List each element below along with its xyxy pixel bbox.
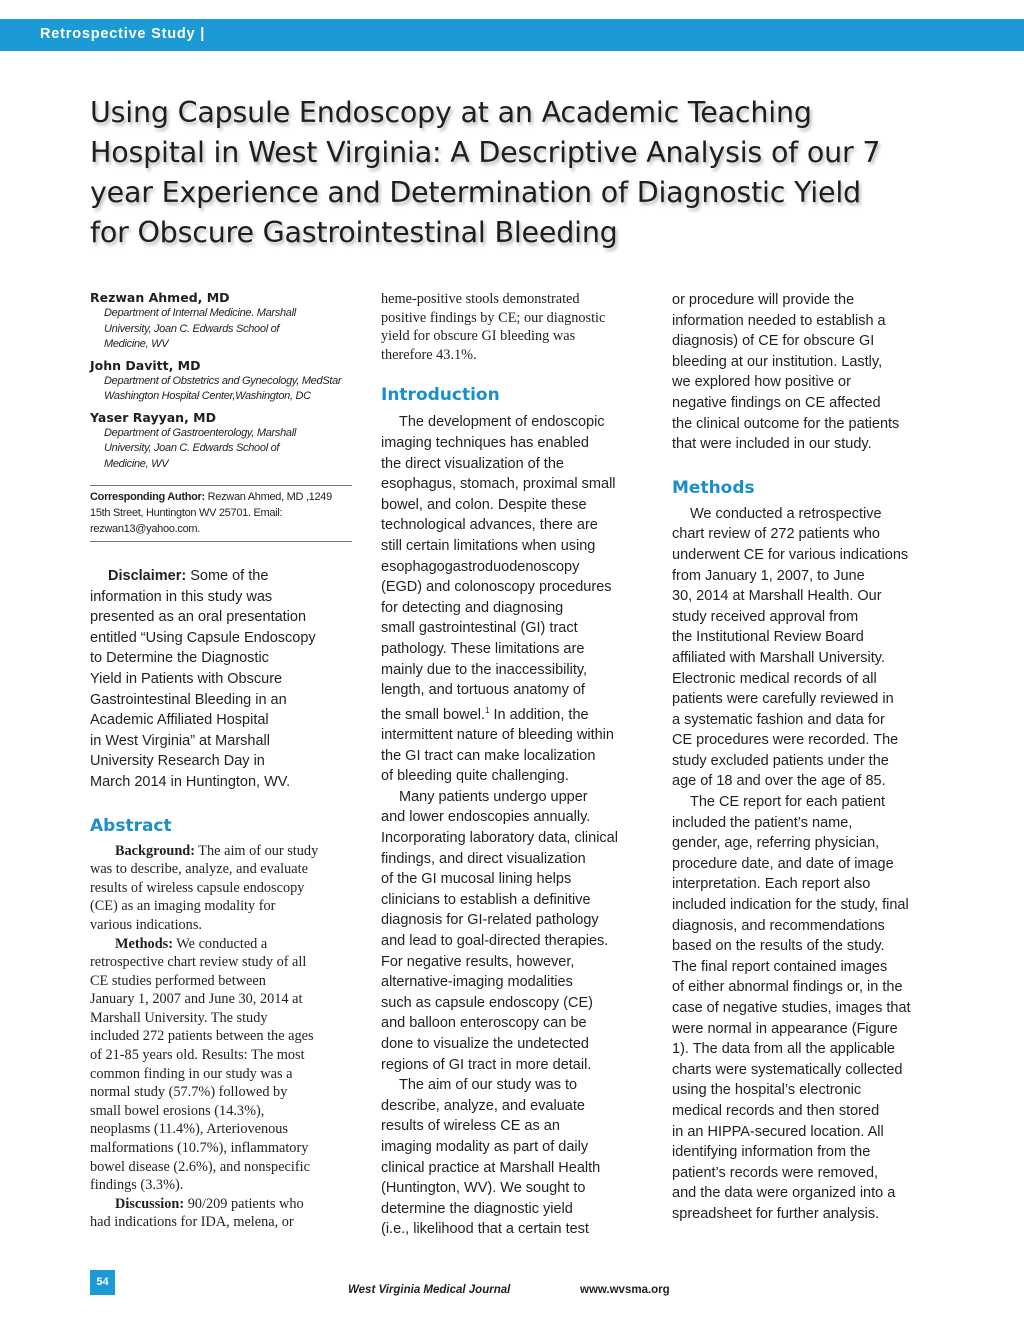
body-line: imaging techniques has enabled bbox=[381, 434, 589, 451]
footer-url[interactable]: www.wvsma.org bbox=[580, 1284, 670, 1296]
column-left bbox=[90, 290, 352, 1232]
abstract-line: results of wireless capsule endoscopy bbox=[90, 879, 305, 896]
body-line: length, and tortuous anatomy of bbox=[381, 682, 585, 699]
body-line: The development of endoscopic bbox=[399, 414, 605, 431]
body-line: Many patients undergo upper bbox=[399, 788, 588, 805]
body-line: The aim of our study was to bbox=[399, 1077, 578, 1094]
body-line: determine the diagnostic yield bbox=[381, 1200, 573, 1217]
body-line: regions of GI tract in more detail. bbox=[381, 1056, 592, 1073]
body-line: the GI tract can make localization bbox=[381, 747, 596, 764]
abstract-line: (CE) as an imaging modality for bbox=[90, 898, 276, 915]
body-line: (EGD) and colonoscopy procedures bbox=[381, 579, 612, 596]
author-name: Rezwan Ahmed, MD bbox=[90, 290, 230, 305]
body-line: using the hospital’s electronic bbox=[672, 1082, 862, 1099]
author-name: John Davitt, MD bbox=[90, 357, 201, 373]
body-line: imaging modality as part of daily bbox=[381, 1138, 589, 1155]
body-line: describe, analyze, and evaluate bbox=[381, 1097, 585, 1114]
abstract-line: positive findings by CE; our diagnostic bbox=[381, 309, 606, 326]
author-block bbox=[90, 410, 352, 473]
corresponding-line: Rezwan Ahmed, MD ,1249 bbox=[204, 491, 332, 503]
author-block bbox=[90, 290, 352, 353]
abstract-line: had indications for IDA, melena, or bbox=[90, 1214, 294, 1231]
body-line: that were included in our study. bbox=[672, 436, 872, 453]
abstract-body bbox=[90, 842, 352, 1232]
discussion-label: Discussion: bbox=[115, 1195, 185, 1212]
abstract-line: January 1, 2007 and June 30, 2014 at bbox=[90, 991, 303, 1008]
background-label: Background: bbox=[115, 842, 195, 859]
body-line: and lead to goal-directed therapies. bbox=[381, 933, 609, 950]
abstract-line: included 272 patients between the ages bbox=[90, 1028, 314, 1045]
body-line: of either abnormal findings or, in the bbox=[672, 979, 903, 996]
body-text: the small bowel. bbox=[381, 706, 485, 723]
page-number: 54 bbox=[90, 1270, 115, 1295]
body-line: from January 1, 2007, to June bbox=[672, 567, 865, 584]
body-line: diagnosis) of CE for obscure GI bbox=[672, 333, 875, 350]
abstract-discussion-continued bbox=[381, 290, 643, 364]
section-label: Retrospective Study | bbox=[40, 26, 206, 42]
abstract-heading: Abstract bbox=[90, 815, 172, 836]
body-line: such as capsule endoscopy (CE) bbox=[381, 994, 593, 1011]
abstract-line: normal study (57.7%) followed by bbox=[90, 1084, 288, 1101]
body-line: underwent CE for various indications bbox=[672, 546, 909, 563]
column-right bbox=[672, 290, 937, 1225]
body-line: small gastrointestinal (GI) tract bbox=[381, 620, 578, 637]
body-line: identifying information from the bbox=[672, 1144, 871, 1161]
body-line: included the patient’s name, bbox=[672, 814, 853, 831]
title-line: Hospital in West Virginia: A Descriptive Analysis of our 7 bbox=[90, 136, 881, 169]
abstract-line: bowel disease (2.6%), and nonspecific bbox=[90, 1158, 310, 1175]
body-line: for detecting and diagnosing bbox=[381, 599, 564, 616]
abstract-line: common finding in our study was a bbox=[90, 1065, 293, 1082]
author-block bbox=[90, 358, 352, 405]
reference-superscript: 1 bbox=[484, 705, 490, 715]
disclaimer-line: in West Virginia” at Marshall bbox=[90, 732, 270, 749]
body-line: age of 18 and over the age of 85. bbox=[672, 773, 886, 790]
body-line: medical records and then stored bbox=[672, 1102, 880, 1119]
body-line: results of wireless CE as an bbox=[381, 1118, 560, 1135]
abstract-line: small bowel erosions (14.3%), bbox=[90, 1102, 265, 1119]
body-line: the direct visualization of the bbox=[381, 455, 564, 472]
disclaimer-line: presented as an oral presentation bbox=[90, 609, 307, 626]
body-line: CE procedures were recorded. The bbox=[672, 732, 899, 749]
methods-label: Methods: bbox=[115, 935, 173, 952]
author-affiliation bbox=[104, 306, 352, 353]
introduction-continued bbox=[672, 290, 937, 455]
body-line: diagnosis, and recommendations bbox=[672, 917, 885, 934]
body-line: For negative results, however, bbox=[381, 953, 575, 970]
column-middle bbox=[381, 290, 643, 1240]
body-line: Electronic medical records of all bbox=[672, 670, 877, 687]
body-line: study excluded patients under the bbox=[672, 752, 889, 769]
body-line: the clinical outcome for the patients bbox=[672, 415, 900, 432]
body-line: affiliated with Marshall University. bbox=[672, 649, 886, 666]
body-line: procedure date, and date of image bbox=[672, 855, 894, 872]
abstract-line: retrospective chart review study of all bbox=[90, 954, 307, 971]
title-line: Using Capsule Endoscopy at an Academic Teaching bbox=[90, 96, 812, 129]
footer-journal-name: West Virginia Medical Journal bbox=[348, 1284, 511, 1296]
body-line: (i.e., likelihood that a certain test bbox=[381, 1221, 589, 1238]
body-line: done to visualize the undetected bbox=[381, 1036, 589, 1053]
disclaimer-line: Gastrointestinal Bleeding in an bbox=[90, 691, 287, 708]
disclaimer-line: Some of the bbox=[186, 568, 269, 584]
body-line: findings, and direct visualization bbox=[381, 850, 586, 867]
body-line: we explored how positive or bbox=[672, 374, 851, 391]
abstract-line: malformations (10.7%), inflammatory bbox=[90, 1140, 309, 1157]
affiliation-line: Department of Internal Medicine. Marshall bbox=[104, 307, 296, 319]
body-line: charts were systematically collected bbox=[672, 1061, 903, 1078]
abstract-line: of 21-85 years old. Results: The most bbox=[90, 1047, 305, 1064]
body-line: of the GI mucosal lining helps bbox=[381, 871, 572, 888]
affiliation-line: Medicine, WV bbox=[104, 457, 169, 470]
abstract-line: Marshall University. The study bbox=[90, 1009, 268, 1026]
body-line: The final report contained images bbox=[672, 958, 888, 975]
body-line: clinical practice at Marshall Health bbox=[381, 1159, 601, 1176]
body-line: The CE report for each patient bbox=[690, 794, 886, 811]
affiliation-line: University, Joan C. Edwards School of bbox=[104, 322, 280, 335]
affiliation-line: University, Joan C. Edwards School of bbox=[104, 442, 280, 454]
body-line: of bleeding quite challenging. bbox=[381, 768, 569, 785]
title-line: year Experience and Determination of Diagnostic Yield bbox=[90, 176, 861, 209]
disclaimer-line: entitled “Using Capsule Endoscopy bbox=[90, 629, 316, 646]
body-line: still certain limitations when using bbox=[381, 537, 596, 554]
body-line: bowel, and colon. Despite these bbox=[381, 496, 587, 513]
body-line: mainly due to the inaccessibility, bbox=[381, 661, 588, 678]
abstract-line: findings (3.3%). bbox=[90, 1177, 184, 1194]
disclaimer bbox=[90, 566, 352, 793]
body-line: a systematic fashion and data for bbox=[672, 711, 885, 728]
body-line: pathology. These limitations are bbox=[381, 640, 585, 657]
body-line: 1). The data from all the applicable bbox=[672, 1041, 896, 1058]
affiliation-line: Medicine, WV bbox=[104, 338, 169, 350]
body-line: based on the results of the study. bbox=[672, 938, 885, 955]
disclaimer-label: Disclaimer: bbox=[108, 568, 187, 584]
body-line: and the data were organized into a bbox=[672, 1185, 896, 1202]
body-line: chart review of 272 patients who bbox=[672, 526, 880, 543]
abstract-line: The aim of our study bbox=[194, 842, 319, 859]
abstract-line: We conducted a bbox=[172, 935, 268, 952]
body-line: gender, age, referring physician, bbox=[672, 835, 880, 852]
introduction-heading: Introduction bbox=[381, 385, 500, 406]
body-line: study received approval from bbox=[672, 608, 859, 625]
abstract-line: yield for obscure GI bleeding was bbox=[381, 328, 576, 345]
body-line: or procedure will provide the bbox=[672, 292, 855, 308]
body-line: 30, 2014 at Marshall Health. Our bbox=[672, 588, 882, 605]
corresponding-author bbox=[90, 485, 352, 542]
body-line: information needed to establish a bbox=[672, 312, 886, 329]
body-line: intermittent nature of bleeding within bbox=[381, 727, 614, 744]
body-line: patients were carefully reviewed in bbox=[672, 691, 894, 708]
affiliation-line: Department of Gastroenterology, Marshall bbox=[104, 426, 296, 439]
methods-body bbox=[672, 504, 937, 1225]
body-line: were normal in appearance (Figure bbox=[672, 1020, 898, 1037]
body-line: the Institutional Review Board bbox=[672, 629, 864, 646]
methods-heading: Methods bbox=[672, 477, 755, 498]
body-line: interpretation. Each report also bbox=[672, 876, 871, 893]
disclaimer-line: University Research Day in bbox=[90, 753, 265, 770]
author-name: Yaser Rayyan, MD bbox=[90, 409, 216, 425]
title-line: for Obscure Gastrointestinal Bleeding bbox=[90, 216, 618, 249]
abstract-line: was to describe, analyze, and evaluate bbox=[90, 861, 308, 878]
body-line: patient’s records were removed, bbox=[672, 1164, 879, 1181]
body-line: negative findings on CE affected bbox=[672, 394, 881, 411]
body-line: We conducted a retrospective bbox=[690, 505, 882, 522]
disclaimer-line: March 2014 in Huntington, WV. bbox=[90, 773, 291, 790]
body-line: in an HIPPA-secured location. All bbox=[672, 1123, 884, 1140]
body-line: Incorporating laboratory data, clinical bbox=[381, 830, 618, 847]
body-line: esophagus, stomach, proximal small bbox=[381, 476, 616, 493]
abstract-line: neoplasms (11.4%), Arteriovenous bbox=[90, 1121, 288, 1138]
body-line: case of negative studies, images that bbox=[672, 1000, 911, 1016]
disclaimer-line: Academic Affiliated Hospital bbox=[90, 712, 269, 729]
body-line: and balloon enteroscopy can be bbox=[381, 1015, 587, 1032]
body-line: alternative-imaging modalities bbox=[381, 974, 573, 991]
body-line: technological advances, there are bbox=[381, 517, 598, 534]
corresponding-email[interactable]: rezwan13@yahoo.com. bbox=[90, 523, 201, 535]
body-line bbox=[381, 701, 643, 725]
affiliation-line: Washington Hospital Center,Washington, DC bbox=[104, 390, 311, 402]
section-banner bbox=[0, 19, 1024, 51]
introduction-body bbox=[381, 412, 643, 1240]
abstract-line: CE studies performed between bbox=[90, 972, 266, 989]
body-line: diagnosis for GI-related pathology bbox=[381, 912, 599, 929]
body-text: In addition, the bbox=[489, 706, 589, 723]
body-line: clinicians to establish a definitive bbox=[381, 891, 591, 908]
disclaimer-line: Yield in Patients with Obscure bbox=[90, 670, 283, 687]
author-affiliation bbox=[104, 374, 352, 405]
corresponding-label: Corresponding Author: bbox=[90, 491, 205, 503]
body-line: included indication for the study, final bbox=[672, 897, 909, 914]
body-line: spreadsheet for further analysis. bbox=[672, 1205, 880, 1222]
abstract-line: therefore 43.1%. bbox=[381, 346, 477, 363]
author-affiliation bbox=[104, 426, 352, 473]
affiliation-line: Department of Obstetrics and Gynecology, MedStar bbox=[104, 374, 342, 387]
disclaimer-line: to Determine the Diagnostic bbox=[90, 650, 269, 667]
abstract-line: various indications. bbox=[90, 916, 202, 933]
body-line: bleeding at our institution. Lastly, bbox=[672, 353, 883, 370]
disclaimer-line: information in this study was bbox=[90, 588, 273, 605]
body-line: and lower endoscopies annually. bbox=[381, 809, 591, 826]
article-title bbox=[90, 93, 970, 253]
corresponding-line: 15th Street, Huntington WV 25701. Email: bbox=[90, 507, 283, 519]
abstract-line: heme-positive stools demonstrated bbox=[381, 291, 580, 307]
body-line: (Huntington, WV). We sought to bbox=[381, 1180, 586, 1197]
abstract-line: 90/209 patients who bbox=[184, 1195, 304, 1212]
body-line: esophagogastroduodenoscopy bbox=[381, 558, 580, 575]
